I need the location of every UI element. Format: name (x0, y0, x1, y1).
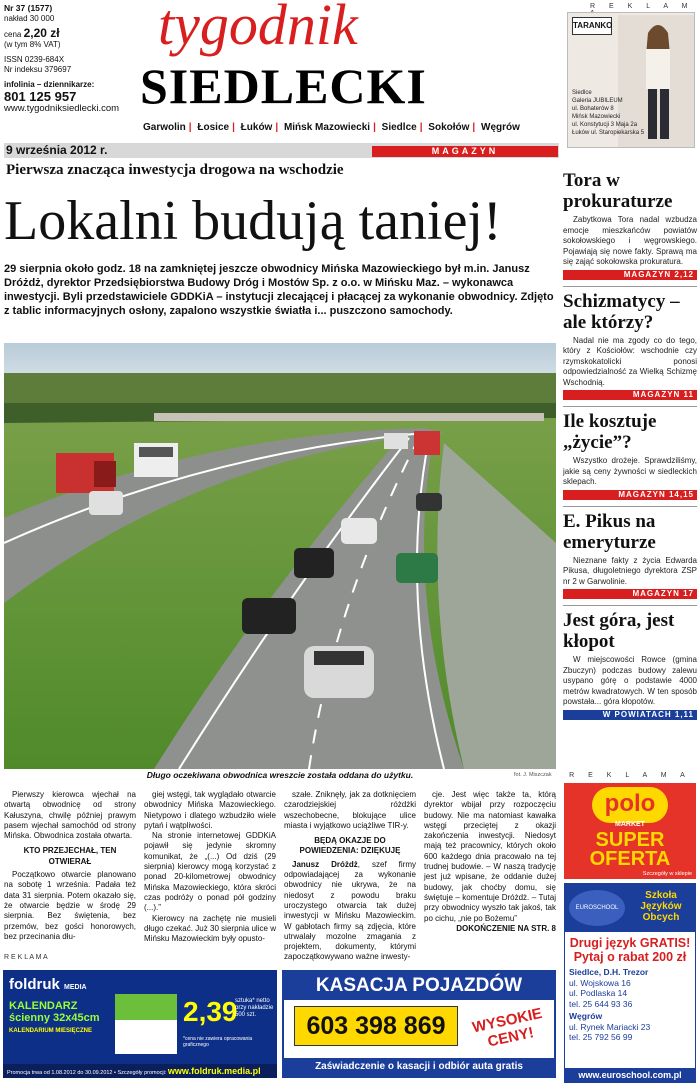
taranko-logo: TARANKO (572, 17, 612, 35)
kasacja-phone: 603 398 869 (294, 1006, 458, 1046)
reklama-label: R E K L A M (590, 3, 694, 10)
kasacja-title: KASACJA POJAZDÓW (284, 972, 554, 1000)
calendar-image (115, 994, 177, 1054)
teaser-tag: MAGAZYN 14,15 (563, 490, 697, 500)
headline: Lokalni budują taniej! (4, 190, 502, 252)
index-number: Nr indeksu 379697 (4, 64, 72, 74)
polo-offer: SUPER OFERTA (589, 829, 671, 870)
euroschool-ad[interactable] (564, 883, 696, 1083)
kasacja-footer: Zaświadczenie o kasacji i odbiór auta gratis (284, 1058, 554, 1076)
logo-siedlecki: SIEDLECKI (140, 58, 427, 114)
logo-tygodnik-text: tygodnik (158, 0, 358, 57)
sidebar (563, 166, 697, 720)
photo-credit: fot. J. Miszczak (514, 772, 552, 778)
lead-paragraph: 29 sierpnia około godz. 18 na zamkniętej jeszcze obwodnicy Mińska Mazowieckiego był m.in. Janusz Dróżdż, dyrektor Przedsiębiorstwa Budowy Dróg i Mostów Sp. z o.o. w Mińsku Maz. – wykonawca inwestycji. Byli przedstawiciele GDDKiA – instytucji zlecającej i płacącej za wykonanie obwodnicy. Zdjęto z tablic informacyjnych osłony, zapalono wszystkie światła i... puszczono samochody. (4, 263, 554, 317)
town: Garwolin (143, 122, 186, 133)
teaser-text: Wszystko drożeje. Sprawdziliśmy, jakie są ceny żywności w siedleckich sklepach. (563, 456, 697, 486)
foldruk-footer: Promocja trwa od 1.08.2012 do 30.09.2012 • Szczegóły promocji: www.foldruk.media.pl (3, 1064, 277, 1078)
taranko-ad[interactable] (567, 12, 695, 148)
foldruk-kind: KALENDARIUM MIESIĘCZNE (9, 1028, 93, 1034)
town: Łuków (240, 122, 273, 133)
road-photo (4, 343, 556, 769)
article-paragraph: Na stronie internetowej GDDKiA pojawił się jedynie skromny komunikat, że „(...) Od dziś (29 sierpnia) kierowcy mogą korzystać z ponad 20-kilometrowej obwodnicy Mińska Mazowieckiego, która skróci czas podróży o ponad pół godziny (...).” (144, 831, 276, 913)
teaser-tag: MAGAZYN 2,12 (563, 270, 697, 280)
article-paragraph: Janusz Dróżdż, szef firmy odpowiadającej za wykonanie obwodnicy nie ukrywa, że na niedosyt z powodu braku uroczystego otwarcia tak dużej inwestycji w Mińsku Mazowieckim. W gabłotach firmy są zdjęcia, które utrwalały mozolne zmagania z projektem, dokumenty, którymi zapoczątkowywano ważne inwesty- (284, 859, 416, 962)
euroschool-logo: EUROSCHOOL (569, 890, 625, 926)
website-link[interactable]: www.tygodniksiedlecki.com (4, 102, 120, 114)
article-paragraph: Początkowo otwarcie planowano na sobotę 1 września. Padała też data 31 sierpnia. Potem okazało się, że otwarcie będzie w środę 29 sierpnia. Bez świętenia, bez przemów, bez gości honorowych, bez przecinania dłu- (4, 870, 136, 941)
issue-date: 9 września 2012 r. (6, 143, 108, 157)
teaser-title[interactable]: Tora w prokuraturze (563, 170, 673, 212)
truck-white (134, 443, 178, 477)
right-ads (562, 770, 698, 1078)
polo-sub: MARKET (615, 821, 645, 828)
article-paragraph: giej wstęgi, tak wyglądało otwarcie obwodnicy Mińska Mazowieckiego. Nietypowo i dlatego wzbudziło wiele pytań i wątpliwości. (144, 790, 276, 830)
issue-number: Nr 37 (1577) (4, 3, 53, 13)
logo-tygodnik (150, 0, 530, 58)
euroschool-addresses: Siedlce, D.H. Trezor ul. Wojskowa 16 ul. Podlaska 14 tel. 25 644 93 36 Węgrów ul. Rynek Mariacki 23 tel. 25 792 56 99 (569, 967, 651, 1042)
teaser-text: W miejscowości Rowce (gmina Zbuczyn) podczas budowy zalewu usypano górę o podstawie 4000 metrów kwadratowych. W ten sposób powstała... góra kłopotów. (563, 655, 697, 706)
town: Węgrów (481, 122, 520, 133)
foldruk-ad[interactable] (3, 970, 277, 1078)
euroschool-title: Szkoła Języków Obcych (640, 890, 682, 923)
town: Łosice (197, 122, 230, 133)
article-paragraph: cje. Jest więc także ta, którą dyrektor wbijał przy rozpoczęciu budowy. Nie ma natomiast kawałka wstęgi przeciętej z okazji zakończenia inwestycji. Niedosyt mają też pracownicy, których około 600 każdego dnia pracowało na tej trudnej budowie. – W naszą tradycję jest już wpisane, że oddanie dużej budowy, jak choćby domu, się świętuje – komentuje Dróżdż. – Tutaj przy obwodnicy wyszło tak jakoś, tak po cichu, „nie po Bożemu” (424, 790, 556, 923)
foldruk-logo: foldruk MEDIA (9, 976, 87, 993)
teaser-tag: W POWIATACH 1,11 (563, 710, 697, 720)
section-label: MAGAZYN (372, 146, 558, 157)
teaser-title[interactable]: Schizmatycy – ale którzy? (563, 290, 680, 333)
foldruk-unit: sztuka* netto przy nakładzie 500 szt. (235, 998, 274, 1018)
teaser-text: Zabytkowa Tora nadal wzbudza emocje mieszkańców powiatów sokołowskiego i węgrowskiego. Pojawiają się nowe fakty. Sprawą ma się zająć sokołowska prokuratura. (563, 215, 697, 266)
truck-red (56, 453, 116, 493)
masthead-info (4, 4, 144, 113)
vat-note: (w tym 8% VAT) (4, 39, 61, 49)
teaser-title[interactable]: Ile kosztuje „życie”? (563, 411, 657, 453)
euroschool-promo-2: Pytaj o rabat 200 zł (573, 950, 687, 964)
continued-link[interactable]: DOKOŃCZENIE NA STR. 8 (456, 923, 556, 933)
issn: ISSN 0239-684X (4, 55, 65, 64)
town: Siedlce (381, 122, 417, 133)
hotline-phone: 801 125 957 (4, 88, 77, 104)
reklama-bar: R E K L A M A (4, 954, 48, 961)
polo-ad[interactable] (564, 783, 696, 879)
print-run: nakład 30 000 (4, 13, 55, 23)
town: Mińsk Mazowiecki (283, 122, 371, 133)
euroschool-promo-1: Drugi język GRATIS! (569, 936, 691, 950)
teaser-title[interactable]: E. Pikus na emeryturze (563, 510, 656, 553)
article-paragraph: szałe. Zniknęły, jak za dotknięciem czarodziejskiej różdżki wszechobecne, blokujące ulice miasta i wyjątkowo uciążliwe TIR-y. (284, 790, 416, 830)
taranko-addresses: Siedlce Galeria JUBILEUM ul. Bohaterów 8 Mińsk Mazowiecki ul. Konstytucji 3 Maja 2a Łuków ul. Staropiekarska 5 (572, 90, 645, 136)
reklama-label: R E K L A M A (569, 772, 691, 779)
teaser-text: Nadal nie ma zgody co do tego, który z Kościołów: wschodnie czy rzymskokatolicki ponosi odpowiedzialność za Wielką Schizmę Wschodnią. (563, 335, 697, 387)
town: Sokołów (428, 122, 470, 133)
subheading: KTO PRZEJECHAŁ, TEN OTWIERAŁ (23, 846, 117, 866)
teaser-tag: MAGAZYN 17 (563, 589, 697, 599)
polo-logo: polo (592, 787, 668, 823)
kicker: Pierwsza znacząca inwestycja drogowa na wschodzie (6, 162, 344, 178)
polo-note: Szczegóły w sklepie (642, 871, 692, 877)
article-paragraph: Pierwszy kierowca wjechał na otwartą obwodnicę od strony Kałuszyna, chwilę później prawym pasem wjechał samochód od strony Mińska. Obwodnica została otwarta. (4, 790, 136, 841)
teaser-text: Nieznane fakty z życia Edwarda Pikusa, długoletniego dyrektora ZSP nr 2 w Garwolinie. (563, 555, 697, 586)
article-paragraph: Kierowcy na zachętę nie musieli długo czekać. Już 30 sierpnia ulice w Mińsku Mazowieckim były opusto- (144, 913, 276, 944)
teaser-tag: MAGAZYN 11 (563, 390, 697, 400)
photo-caption: Długo oczekiwana obwodnica wreszcie została oddana do użytku. (146, 770, 414, 780)
hotline-label: infolinia – dziennikarze: (4, 80, 95, 89)
euroschool-url[interactable]: www.euroschool.com.pl (565, 1068, 695, 1082)
towns-list: Garwolin | Łosice | Łuków | Mińsk Mazowiecki | Siedlce | Sokołów | Węgrów (143, 122, 520, 133)
subheading: BĘDĄ OKAZJE DO POWIEDZENIA: DZIĘKUJĘ (299, 836, 401, 856)
foldruk-product: KALENDARZ ścienny 32x45cm (9, 1000, 100, 1024)
teaser-title[interactable]: Jest góra, jest kłopot (563, 610, 675, 652)
kasacja-slogan: WYSOKIE CENY! (470, 1005, 544, 1051)
price: cena 2,20 zł (4, 26, 60, 40)
foldruk-price: 2,39 (183, 996, 238, 1027)
kasacja-ad[interactable] (282, 970, 556, 1078)
foldruk-note: *cena nie zawiera opracowania graficznego (183, 1036, 253, 1048)
